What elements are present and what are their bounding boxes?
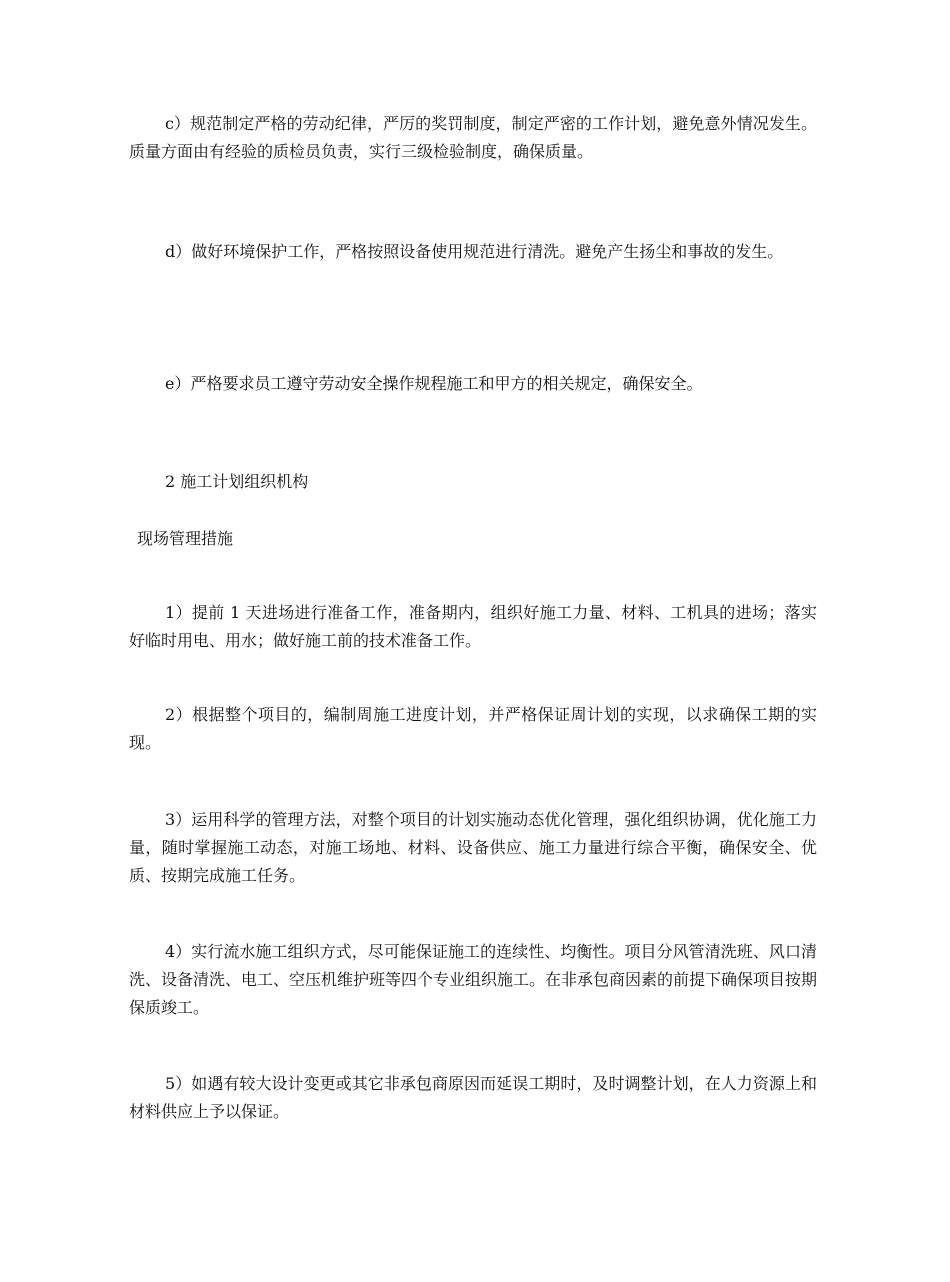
paragraph-4-flow-construction: 4）实行流水施工组织方式，尽可能保证施工的连续性、均衡性。项目分风管清洗班、风口清洗、设备清洗、电工、空压机维护班等四个专业组织施工。在非承包商因素的前提下确保项目按期保质竣工。 [129,942,818,1017]
paragraph-5-schedule-adjustment: 5）如遇有较大设计变更或其它非承包商原因而延误工期时，及时调整计划，在人力资源上和材料供应上予以保证。 [129,1074,817,1121]
paragraph-2-weekly-plan: 2）根据整个项目的，编制周施工进度计划，并严格保证周计划的实现，以求确保工期的实现。 [129,705,817,752]
paragraph-c-labor-discipline: c）规范制定严格的劳动纪律，严厉的奖罚制度，制定严密的工作计划，避免意外情况发生。质量方面由有经验的质检员负责，实行三级检验制度，确保质量。 [129,114,817,161]
paragraph-3-scientific-management: 3）运用科学的管理方法，对整个项目的计划实施动态优化管理，强化组织协调，优化施工力量，随时掌握施工动态，对施工场地、材料、设备供应、施工力量进行综合平衡，确保安全、优质、按期完成施工任务。 [129,810,817,885]
paragraph-e-safety: e）严格要求员工遵守劳动安全操作规程施工和甲方的相关规定，确保安全。 [165,374,703,393]
subheading-site-management: 现场管理措施 [137,529,234,548]
paragraph-d-environment-protection: d）做好环境保护工作，严格按照设备使用规范进行清洗。避免产生扬尘和事故的发生。 [165,242,784,261]
paragraph-1-preparation: 1）提前 1 天进场进行准备工作，准备期内，组织好施工力量、材料、工机具的进场；落实好临时用电、用水；做好施工前的技术准备工作。 [129,603,817,650]
section-heading-construction-plan: 2 施工计划组织机构 [165,472,309,491]
